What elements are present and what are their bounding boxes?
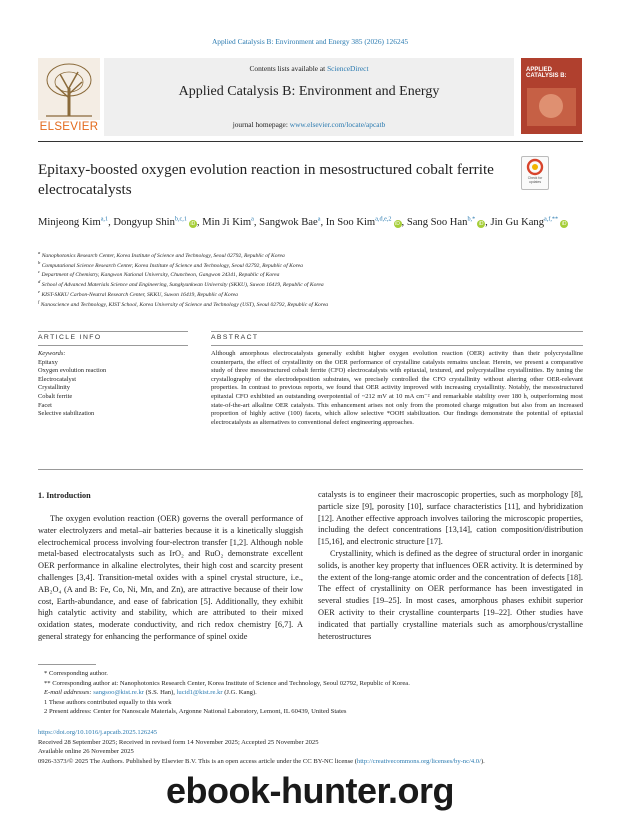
affiliation-mark: c <box>38 269 41 275</box>
affiliation-mark: d <box>38 279 41 285</box>
email-link-kang[interactable]: lucid1@kist.re.kr <box>176 689 223 696</box>
elsevier-logo-text: ELSEVIER <box>39 121 99 133</box>
author-affiliation-marks[interactable]: a <box>317 215 321 223</box>
keywords-label: Keywords: <box>38 350 66 357</box>
article-metadata <box>38 728 583 766</box>
author-affiliation-marks[interactable]: a,f,** <box>544 215 559 223</box>
email-han-name: (S.S. Han), <box>143 689 177 696</box>
affiliation-list <box>38 252 598 310</box>
author-name[interactable]: Sangwok Bae <box>259 217 318 228</box>
orcid-icon[interactable]: iD <box>561 221 567 227</box>
homepage-link[interactable]: www.elsevier.com/locate/apcatb <box>289 120 386 129</box>
cover-title: APPLIED CATALYSIS B: <box>526 67 567 80</box>
license-line <box>38 757 583 767</box>
available-online: Available online 26 November 2025 <box>38 748 134 755</box>
contents-line <box>104 64 514 73</box>
journal-cover-image <box>521 58 582 134</box>
affiliation-item <box>38 259 598 272</box>
emails-label: E-mail addresses: <box>44 689 94 696</box>
received-dates: Received 28 September 2025; Received in revised form 14 November 2025; Accepted 25 November 2025 <box>38 738 319 746</box>
affiliation-item <box>38 252 598 262</box>
footnote-corresponding-1: * Corresponding author. <box>44 670 108 677</box>
author-affiliation-marks[interactable]: b,* <box>467 215 476 223</box>
footnote-equal-contribution: 1 These authors contributed equally to this work <box>44 698 172 706</box>
orcid-icon[interactable]: iD <box>395 221 400 227</box>
author-name[interactable]: Jin Gu Kang <box>490 217 545 228</box>
author-separator: , <box>485 217 491 228</box>
affiliation-mark: f <box>38 298 40 304</box>
author-list <box>38 213 598 232</box>
keyword-item: Cobalt ferrite <box>38 392 73 400</box>
author-affiliation-marks[interactable]: a,d,e,2 <box>375 215 392 223</box>
article-info-heading: ARTICLE INFO <box>38 334 102 341</box>
author-separator: , <box>401 217 407 228</box>
homepage-line <box>104 120 514 129</box>
intro-right-column <box>318 489 583 642</box>
body-paragraph: The oxygen evolution reaction (OER) governs the overall performance of water electrolyzers and metal–air batteries because it is a kinetically sluggish electrochemical process involving four-electron transfer [1,2]. Although noble metal-based electrocatalysts such as IrO₂ and RuO₂ demonstrate excellent OER performance in alkaline electrolytes, their high cost and scarcity present challenges [3,4]. Transition-metal oxides with a spinel crystal structure, i.e., AB₂O₄ (A and B: Fe, Co, Ni, Mn, and Zn), are attractive because of their low cost, Earth-abundance, and ease of fabrication [5]. Additionally, they exhibit high catalytic activity and stability, which are attributed to their mixed oxidation states, moderate conductivity, and rich redox chemistry [6,7]. A general strategy for enhancing the performance of spinel oxide <box>38 514 303 641</box>
abstract-heading: ABSTRACT <box>211 334 259 341</box>
footnote-rule <box>38 664 96 665</box>
affiliation-text: KIST-SKKU Carbon-Neutral Research Center, SKKU, Suwon 16419, Republic of Korea <box>40 291 238 298</box>
affiliation-mark: a <box>38 250 41 256</box>
author-name[interactable]: In Soo Kim <box>325 217 376 228</box>
intro-left-column <box>38 513 303 643</box>
keyword-item: Facet <box>38 401 52 409</box>
affiliation-item <box>38 281 598 291</box>
author-separator: , <box>108 217 114 228</box>
article-title: Epitaxy-boosted oxygen evolution reaction in mesostructured cobalt ferrite electrocatalysts <box>38 161 494 198</box>
affiliation-mark: e <box>38 288 41 294</box>
orcid-icon[interactable]: iD <box>478 221 484 227</box>
homepage-prefix: journal homepage: <box>232 120 290 129</box>
check-for-updates-button[interactable] <box>521 156 549 190</box>
keyword-item: Selective stabilization <box>38 410 95 418</box>
abstract-bottom-rule <box>38 469 583 470</box>
email-link-han[interactable]: sangsoo@kist.re.kr <box>93 689 144 696</box>
contents-prefix: Contents lists available at <box>249 64 328 73</box>
keyword-item: Electrocatalyst <box>38 375 76 383</box>
author-name[interactable]: Sang Soo Han <box>406 217 468 228</box>
affiliation-text: Department of Chemistry, Kangwon National University, Chuncheon, Gangwon 24341, Republic of Korea <box>40 272 280 279</box>
author-separator: , <box>253 217 260 228</box>
license-suffix: ). <box>480 757 485 765</box>
body-paragraph: catalysts is to engineer their macroscopic properties, such as morphology [8], particle size [9], porosity [10], surface characteristics [11], and hybridization [12]. Another effective approach involves tailoring the microscopic properties, including the defect concentrations [13,14], cation composition/distribution [15,16], and electronic structure [17]. <box>318 490 583 547</box>
article-info-rule-2 <box>38 345 188 346</box>
doi-link[interactable]: https://doi.org/10.1016/j.apcatb.2025.126245 <box>38 729 158 736</box>
sciencedirect-link[interactable]: ScienceDirect <box>327 64 369 73</box>
affiliation-text: Nanoscience and Technology, KIST School, Korea University of Science and Technology (UST), Seoul 02792, Republic of Korea <box>39 301 329 308</box>
keywords-block <box>38 350 188 419</box>
watermark-text: ebook-hunter.org <box>166 770 454 811</box>
abstract-rule-2 <box>211 345 583 346</box>
check-for-updates-label: Check for updates <box>527 176 543 184</box>
abstract-text: Although amorphous electrocatalysts generally exhibit higher oxygen evolution reaction (OER) activity than their polycrystalline counterparts, the effect of crystallinity on the OER performance of crystalline catalysts remains unclear. Herein, we present a comparative study of three mesostructured cobalt ferrite (CFO) electrocatalysts with epitaxial, textured, and polycrystalline crystallinities. By tuning the crystallography of the electrodeposition substrates, we precisely controlled the CFO crystallinity without altering other OER-relevant properties. In contrast to previous reports, we found that OER activity improved with increasing crystallinity. Notably, the mesostructured epitaxial CFO exhibited an outstanding overpotential of ~212 mV at 10 mA cm⁻² and remarkable stability over 180 h, outperforming most state-of-the-art alkaline OER catalysts. This enhancement arises not only from the promoted charge migration but also from an increased proportion of highly active (100) facets, which allow selective *OOH stabilization. Our findings demonstrate the potential of epitaxial electrocatalysts as alternatives to conventional defect engineering approaches. <box>211 350 583 426</box>
article-info-rule <box>38 331 188 332</box>
affiliation-text: Computational Science Research Center, Korea Institute of Science and Technology, Seoul 02792, Republic of Korea <box>40 262 303 269</box>
author-name[interactable]: Min Ji Kim <box>202 217 252 228</box>
affiliation-text: Nanophotonics Research Center, Korea Institute of Science and Technology, Seoul 02792, Republic of Korea <box>40 253 285 259</box>
license-link[interactable]: http://creativecommons.org/licenses/by-nc/4.0/ <box>356 757 481 765</box>
affiliation-item <box>38 298 598 311</box>
email-kang-name: (J.G. Kang). <box>222 689 257 696</box>
author-affiliation-marks[interactable]: b,c,1 <box>174 215 187 223</box>
affiliation-text: School of Advanced Materials Science and Engineering, Sungkyunkwan University (SKKU), Suwon 16419, Republic of Korea <box>40 282 324 289</box>
body-paragraph: Crystallinity, which is defined as the degree of structural order in inorganic solids, is another key property that influences OER activity. It is determined by the extent of the long-range atomic order and the concentration of defects [18]. The effect of crystallinity on OER performance has been investigated in several studies [19–25]. In most cases, amorphous phases exhibit superior OER activity to their crystalline counterparts [19–22]. Other studies have indicated that partially crystalline materials such as amorphous/crystalline heterostructures <box>318 548 583 641</box>
footnote-present-address: 2 Present address: Center for Nanoscale Materials, Argonne National Laboratory, Lemont, IL 60439, United States <box>44 708 347 715</box>
footnote-emails <box>38 688 583 698</box>
introduction-heading: 1. Introduction <box>38 491 91 500</box>
author-affiliation-marks[interactable]: a,1 <box>100 215 109 223</box>
affiliation-item <box>38 271 598 281</box>
footnote-corresponding-2: ** Corresponding author at: Nanophotonics Research Center, Korea Institute of Science and Technology, Seoul 02792, Republic of Korea. <box>44 679 410 687</box>
masthead-rule <box>38 141 583 142</box>
keyword-item: Oxygen evolution reaction <box>38 367 107 375</box>
author-separator: , <box>320 217 326 228</box>
author-separator: , <box>196 217 203 228</box>
author-name[interactable]: Dongyup Shin <box>113 217 175 228</box>
affiliation-mark: b <box>38 259 41 265</box>
license-prefix: 0926-3373/© 2025 The Authors. Published by Elsevier B.V. This is an open access article under the CC BY-NC license ( <box>38 757 357 765</box>
running-header[interactable]: Applied Catalysis B: Environment and Energy 385 (2026) 126245 <box>211 37 409 46</box>
keyword-item: Epitaxy <box>38 358 58 366</box>
affiliation-item <box>38 288 598 301</box>
author-name[interactable]: Minjeong Kim <box>38 217 101 228</box>
author-affiliation-marks[interactable]: a <box>251 215 254 223</box>
keyword-item: Crystallinity <box>38 384 70 392</box>
footnotes <box>38 669 583 717</box>
journal-name: Applied Catalysis B: Environment and Energy <box>178 84 440 99</box>
abstract-rule <box>211 331 583 332</box>
orcid-icon[interactable]: iD <box>190 221 196 227</box>
